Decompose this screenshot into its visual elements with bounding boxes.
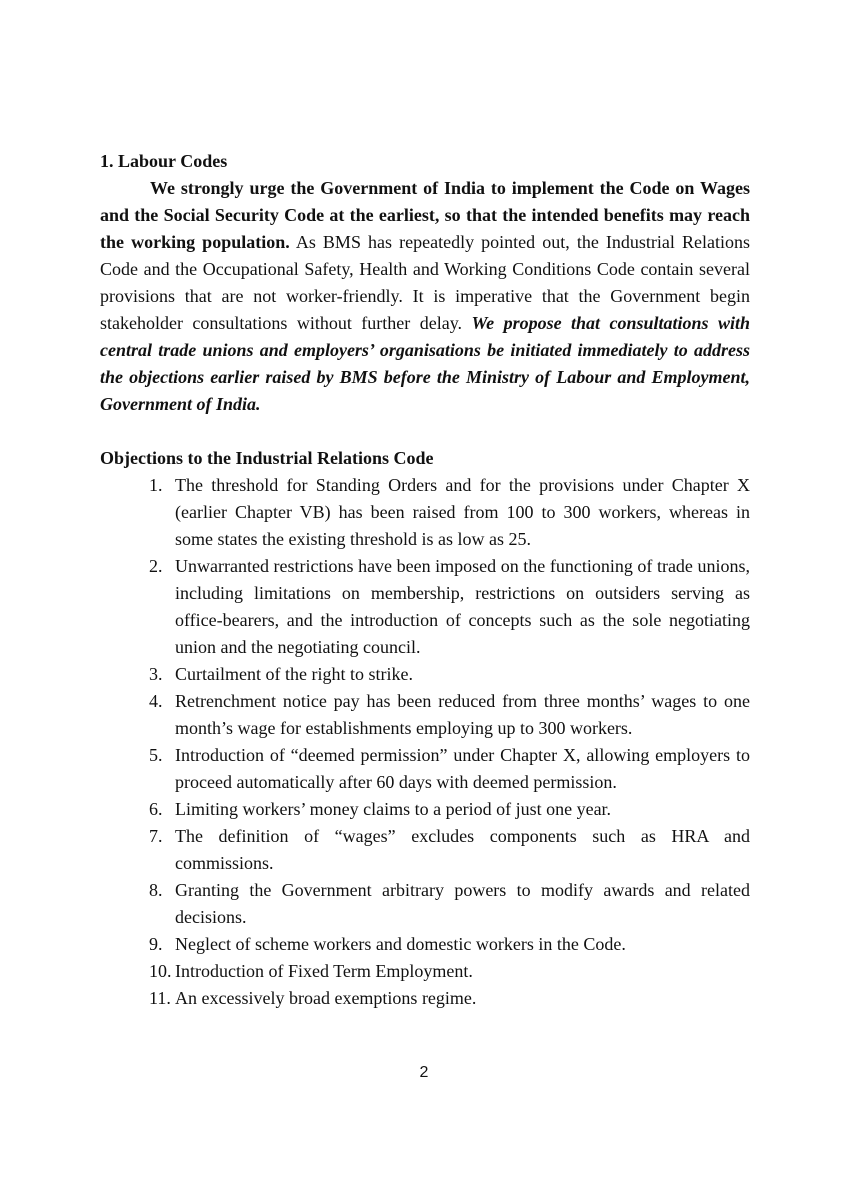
- objection-text: Granting the Government arbitrary powers to modify awards and related decisions.: [175, 880, 750, 927]
- objection-number: 1.: [149, 475, 163, 495]
- paragraph-normal-text: As BMS has repeatedly pointed out, the Industrial Relations Code and the Occupational Safety, Health and Working Conditions Code contain several provisions that are not worker-friendly. It is imperative that the Government begin stakeholder consultations without further delay.: [100, 232, 750, 333]
- objection-item: [100, 688, 750, 742]
- objection-text: Introduction of “deemed permission” under Chapter X, allowing employers to proceed automatically after 60 days with deemed permission.: [175, 745, 750, 792]
- objection-number: 10.: [149, 961, 172, 981]
- objection-text: Retrenchment notice pay has been reduced from three months’ wages to one month’s wage for establishments employing up to 300 workers.: [175, 691, 750, 738]
- objections-heading: Objections to the Industrial Relations Code: [100, 448, 434, 468]
- objection-item: [100, 661, 750, 688]
- objection-text: Limiting workers’ money claims to a period of just one year.: [175, 799, 612, 819]
- objection-item: [100, 931, 750, 958]
- paragraph-bold-italic-proposal: We propose that consultations with central trade unions and employers’ organisations be initiated immediately to address the objections earlier raised by BMS before the Ministry of Labour and Employment, Government of India.: [100, 313, 750, 414]
- objection-item: [100, 985, 750, 1012]
- objection-number: 3.: [149, 664, 163, 684]
- objection-item: [100, 958, 750, 985]
- objection-number: 2.: [149, 556, 163, 576]
- objection-text: Neglect of scheme workers and domestic workers in the Code.: [175, 934, 626, 954]
- objection-text: The threshold for Standing Orders and for the provisions under Chapter X (earlier Chapter VB) has been raised from 100 to 300 workers, whereas in some states the existing threshold is as low as 25.: [175, 475, 750, 549]
- document-page: [100, 148, 750, 1012]
- objection-item: [100, 553, 750, 661]
- objection-item: [100, 742, 750, 796]
- objection-text: The definition of “wages” excludes components such as HRA and commissions.: [175, 826, 750, 873]
- objection-item: [100, 472, 750, 553]
- objection-number: 8.: [149, 880, 163, 900]
- objection-number: 4.: [149, 691, 163, 711]
- objections-list: [100, 472, 750, 1012]
- page-number: 2: [419, 1064, 429, 1081]
- objection-number: 11.: [149, 988, 171, 1008]
- objection-item: [100, 823, 750, 877]
- intro-paragraph: [100, 175, 750, 418]
- objection-item: [100, 796, 750, 823]
- objection-text: Unwarranted restrictions have been imposed on the functioning of trade unions, including limitations on membership, restrictions on outsiders serving as office-bearers, and the introduction of concepts such as the sole negotiating union and the negotiating council.: [175, 556, 750, 657]
- objection-text: Introduction of Fixed Term Employment.: [175, 961, 473, 981]
- section-title: 1. Labour Codes: [100, 151, 228, 171]
- objection-text: An excessively broad exemptions regime.: [175, 988, 477, 1008]
- objection-number: 6.: [149, 799, 163, 819]
- objection-number: 5.: [149, 745, 163, 765]
- objection-text: Curtailment of the right to strike.: [175, 664, 413, 684]
- objection-item: [100, 877, 750, 931]
- objection-number: 7.: [149, 826, 163, 846]
- paragraph-bold-intro: We strongly urge the Government of India to implement the Code on Wages and the Social Security Code at the earliest, so that the intended benefits may reach the working population.: [100, 178, 750, 252]
- objection-number: 9.: [149, 934, 163, 954]
